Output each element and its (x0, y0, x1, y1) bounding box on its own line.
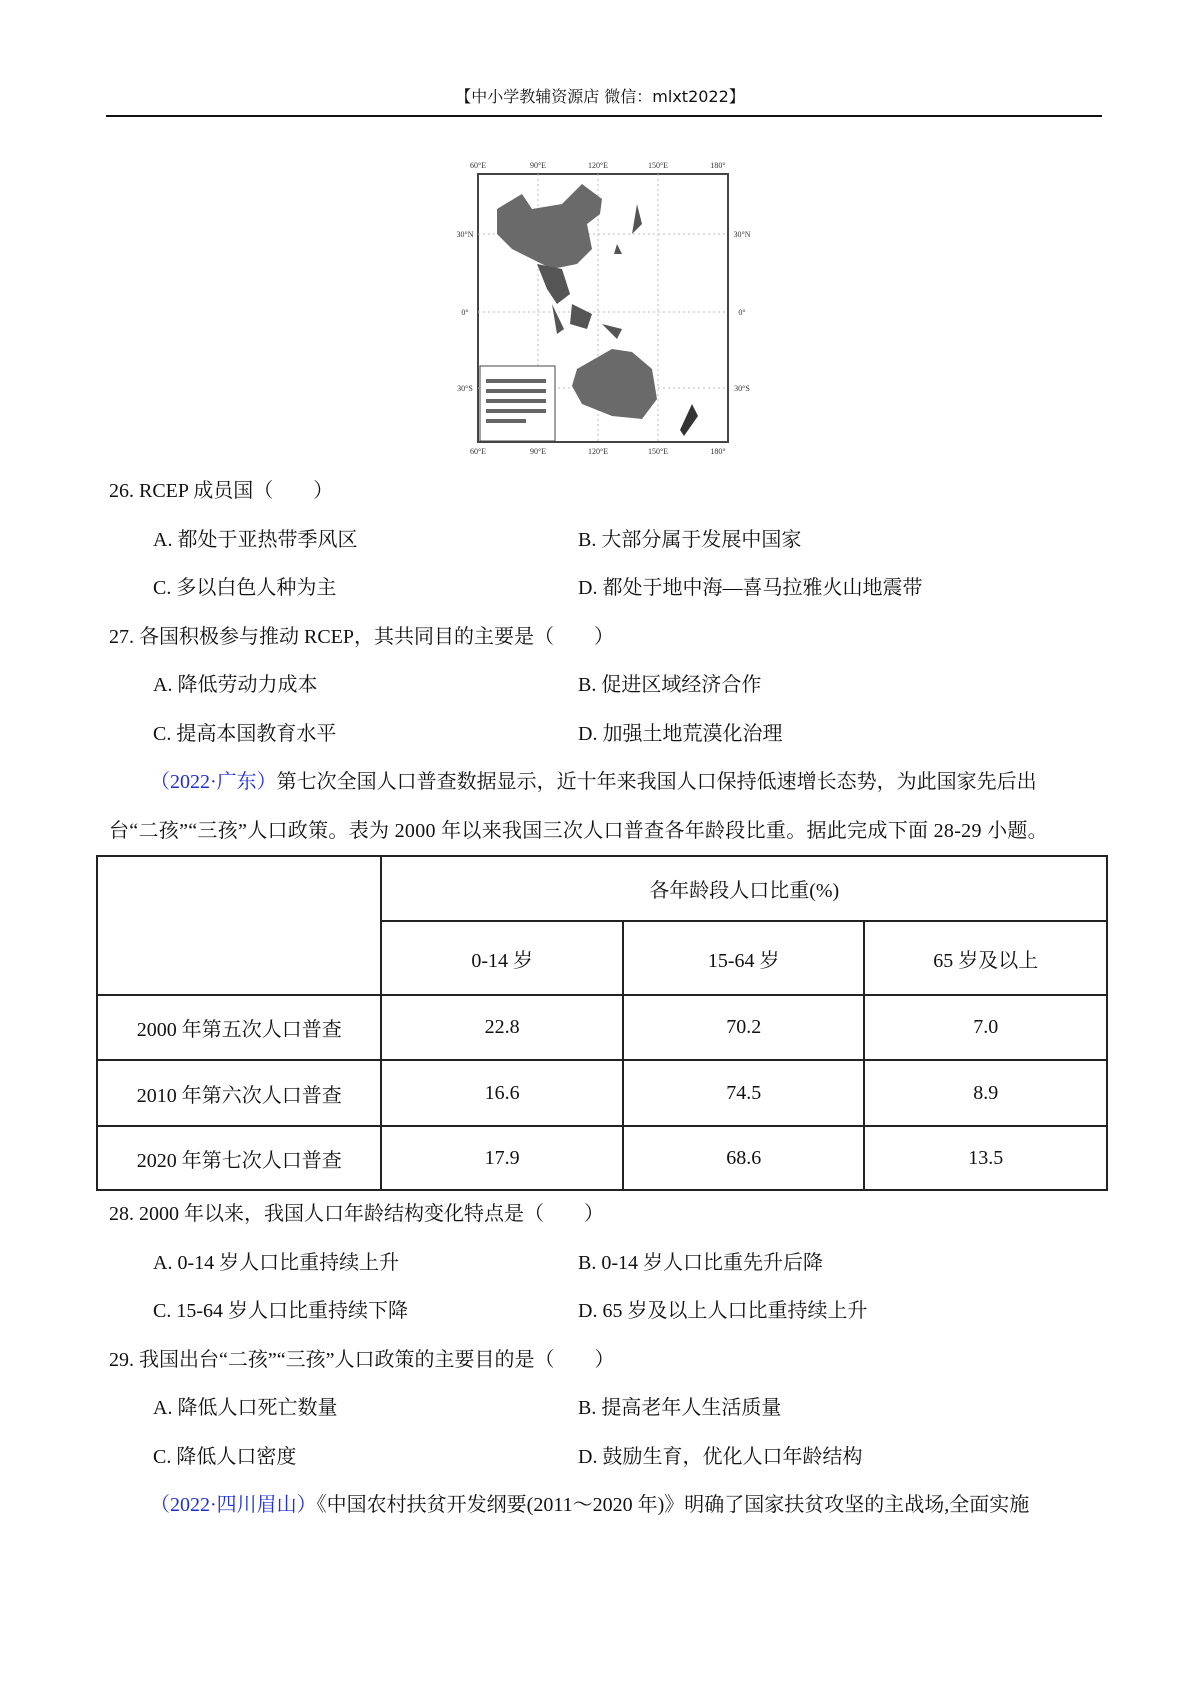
cell: 16.6 (381, 1060, 623, 1126)
passage-text: 《中国农村扶贫开发纲要(2011～2020 年)》明确了国家扶贫攻坚的主战场,全面实施 (316, 1494, 1030, 1516)
q29-stem: 29. 我国出台“二孩”“三孩”人口政策的主要目的是（ ） (109, 1349, 615, 1371)
tick-label: 120°E (587, 447, 609, 456)
group-header: 各年龄段人口比重(%) (381, 856, 1107, 921)
cell: 17.9 (381, 1126, 623, 1190)
column-header: 65 岁及以上 (864, 921, 1107, 995)
page-header: 【中小学教辅资源店 微信：mlxt2022】 (455, 87, 745, 106)
tick-label: 30°S (457, 384, 473, 393)
tick-label: 90°E (529, 161, 547, 170)
tick-label: 90°E (529, 447, 547, 456)
source-tag[interactable]: （2022·广东） (150, 771, 277, 793)
passage-text: 第七次全国人口普查数据显示，近十年来我国人口保持低速增长态势，为此国家先后出 (276, 771, 1037, 793)
q29-option-b: B. 提高老年人生活质量 (578, 1397, 782, 1419)
q29-option-d: D. 鼓励生育，优化人口年龄结构 (578, 1446, 863, 1468)
q26-option-a: A. 都处于亚热带季风区 (153, 529, 358, 551)
tick-label: 30°S (734, 384, 750, 393)
passage1-line2: 台“二孩”“三孩”人口政策。表为 2000 年以来我国三次人口普查各年龄段比重。据此完成下面 28-29 小题。 (109, 820, 1048, 842)
q29-option-c: C. 降低人口密度 (153, 1446, 297, 1468)
tick-label: 30°N (733, 230, 751, 239)
tick-label: 150°E (647, 447, 669, 456)
row-label: 2020 年第七次人口普查 (97, 1126, 381, 1190)
cell: 70.2 (623, 995, 865, 1060)
q26-option-c: C. 多以白色人种为主 (153, 577, 337, 599)
q26-stem: 26. RCEP 成员国（ ） (109, 480, 334, 502)
table-row (97, 995, 1107, 1060)
q28-option-d: D. 65 岁及以上人口比重持续上升 (578, 1300, 868, 1322)
q28-stem: 28. 2000 年以来，我国人口年龄结构变化特点是（ ） (109, 1203, 604, 1225)
q27-option-d: D. 加强土地荒漠化治理 (578, 723, 783, 745)
table-row (97, 1126, 1107, 1190)
tick-label: 0° (738, 308, 746, 317)
tick-label: 0° (461, 308, 469, 317)
q27-option-b: B. 促进区域经济合作 (578, 674, 762, 696)
tick-label: 60°E (469, 161, 487, 170)
q27-option-a: A. 降低劳动力成本 (153, 674, 318, 696)
map-legend (480, 366, 555, 441)
tick-label: 30°N (456, 230, 474, 239)
cell: 8.9 (864, 1060, 1107, 1126)
passage2-line1 (150, 1493, 1029, 1517)
empty-corner-cell (97, 856, 381, 995)
header-divider (106, 115, 1102, 117)
q26-option-b: B. 大部分属于发展中国家 (578, 529, 802, 551)
cell: 74.5 (623, 1060, 865, 1126)
tick-label: 180° (710, 447, 726, 456)
population-table (96, 855, 1108, 1191)
q28-option-a: A. 0-14 岁人口比重持续上升 (153, 1252, 400, 1274)
tick-label: 150°E (647, 161, 669, 170)
tick-label: 120°E (587, 161, 609, 170)
row-label: 2010 年第六次人口普查 (97, 1060, 381, 1126)
q28-option-b: B. 0-14 岁人口比重先升后降 (578, 1252, 823, 1274)
cell: 22.8 (381, 995, 623, 1060)
row-label: 2000 年第五次人口普查 (97, 995, 381, 1060)
tick-label: 180° (710, 161, 726, 170)
cell: 7.0 (864, 995, 1107, 1060)
tick-label: 60°E (469, 447, 487, 456)
table-row (97, 1060, 1107, 1126)
rcep-map (452, 154, 757, 460)
q29-option-a: A. 降低人口死亡数量 (153, 1397, 338, 1419)
q27-option-c: C. 提高本国教育水平 (153, 723, 337, 745)
column-header: 0-14 岁 (381, 921, 623, 995)
q27-stem: 27. 各国积极参与推动 RCEP，其共同目的主要是（ ） (109, 626, 615, 648)
passage1-line1 (150, 770, 1037, 794)
q28-option-c: C. 15-64 岁人口比重持续下降 (153, 1300, 408, 1322)
cell: 13.5 (864, 1126, 1107, 1190)
column-header: 15-64 岁 (623, 921, 865, 995)
cell: 68.6 (623, 1126, 865, 1190)
source-tag[interactable]: （2022·四川眉山） (150, 1494, 317, 1516)
q26-option-d: D. 都处于地中海—喜马拉雅火山地震带 (578, 577, 923, 599)
